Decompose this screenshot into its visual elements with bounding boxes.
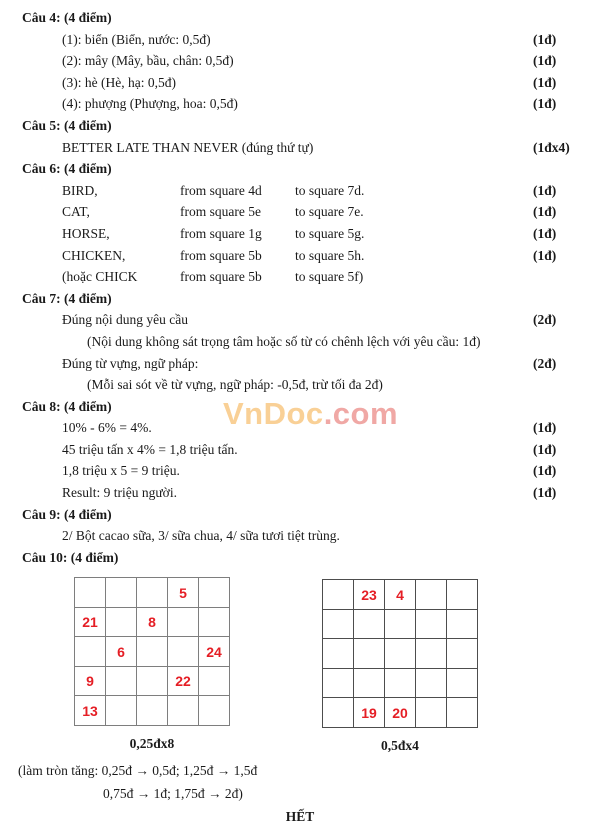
points-label: (1đ): [533, 74, 557, 90]
grid-right-score-label: 0,5đx4: [381, 737, 419, 753]
grid-cell: [385, 609, 416, 639]
grid-cell: [416, 668, 447, 698]
answer-text: 10% - 6% = 4%.: [62, 420, 152, 436]
section-heading-cau8: Câu 8: (4 điểm): [22, 398, 112, 414]
grid-cell: [354, 668, 385, 698]
grid-row: [323, 668, 478, 698]
answer-note: (Mỗi sai sót về từ vựng, ngữ pháp: -0,5đ, trừ tối đa 2đ): [87, 377, 383, 393]
animal-name: HORSE,: [62, 225, 110, 241]
points-label: (1đx4): [533, 139, 570, 155]
grid-cell: [137, 637, 168, 667]
answer-line: [0, 309, 600, 331]
grid-cell: [323, 639, 354, 669]
grid-cell: 21: [75, 607, 106, 637]
grid-cell: [199, 696, 230, 726]
grid-cell: [385, 639, 416, 669]
grid-cell: [447, 668, 478, 698]
answer-line: [0, 482, 600, 504]
answer-line: [0, 417, 600, 439]
grid-cell: 20: [385, 698, 416, 728]
grid-cell: [354, 609, 385, 639]
animal-name: (hoặc CHICK: [62, 269, 138, 285]
grid-row: [323, 639, 478, 669]
section-heading-cau7: Câu 7: (4 điểm): [22, 290, 112, 306]
points-label: (1đ): [533, 485, 557, 501]
to-square: to square 7d.: [295, 182, 365, 198]
answer-line: [0, 245, 600, 267]
answer-line: [0, 180, 600, 202]
points-label: (1đ): [533, 463, 557, 479]
points-label: (1đ): [533, 31, 557, 47]
grid-cell: 13: [75, 696, 106, 726]
answer-line: [0, 29, 600, 51]
section-heading-cau6: Câu 6: (4 điểm): [22, 161, 112, 177]
grid-cell: [168, 607, 199, 637]
grid-cell: [168, 637, 199, 667]
answer-text: (1): biển (Biển, nước: 0,5đ): [62, 31, 211, 47]
grid-row: [323, 698, 478, 728]
grid-cell: [447, 580, 478, 610]
points-label: (1đ): [533, 204, 557, 220]
answer-line: [0, 460, 600, 482]
answer-line: [0, 266, 600, 288]
grid-cell: [168, 696, 199, 726]
to-square: to square 5h.: [295, 247, 365, 263]
grid-cell: 8: [137, 607, 168, 637]
section-heading-cau4: Câu 4: (4 điểm): [22, 10, 112, 25]
animal-name: CAT,: [62, 204, 90, 220]
grid-cell: [75, 578, 106, 608]
answer-text: 1,8 triệu x 5 = 9 triệu.: [62, 463, 180, 479]
grid-cell: [137, 666, 168, 696]
grid-cell: [385, 668, 416, 698]
points-label: (1đ): [533, 182, 557, 198]
answer-line: [0, 223, 600, 245]
grid-right: [322, 579, 478, 728]
to-square: to square 5g.: [295, 225, 365, 241]
grid-cell: [137, 696, 168, 726]
points-label: (1đ): [533, 53, 557, 69]
section-heading-cau9: Câu 9: (4 điểm): [22, 506, 112, 522]
grid-row: [75, 637, 230, 667]
grid-cell: [354, 639, 385, 669]
document-footer: [0, 759, 600, 828]
grid-row: [75, 607, 230, 637]
from-square: from square 5e: [180, 204, 261, 220]
points-label: (1đ): [533, 247, 557, 263]
watermark-tld: .com: [323, 396, 399, 431]
grid-cell: [199, 666, 230, 696]
answer-note: (Nội dung không sát trọng tâm hoặc số từ có chênh lệch với yêu cầu: 1đ): [87, 333, 481, 349]
to-square: to square 5f): [295, 269, 364, 285]
answer-text: BETTER LATE THAN NEVER (đúng thứ tự): [62, 139, 314, 155]
answer-line: [0, 137, 600, 159]
answer-line: [0, 201, 600, 223]
points-label: (1đ): [533, 96, 557, 112]
end-marker: HẾT: [285, 809, 315, 825]
grid-cell: 5: [168, 578, 199, 608]
grid-cell: [447, 639, 478, 669]
to-square: to square 7e.: [295, 204, 364, 220]
grid-left-block: [72, 577, 232, 752]
grid-cell: [106, 607, 137, 637]
grid-cell: [323, 609, 354, 639]
grid-row: [75, 696, 230, 726]
answer-line: [0, 50, 600, 72]
answer-text: Đúng nội dung yêu cầu: [62, 312, 188, 328]
section-heading-cau5: Câu 5: (4 điểm): [22, 117, 112, 133]
answer-line: [0, 72, 600, 94]
grid-left-score-label: 0,25đx8: [129, 735, 175, 751]
grid-cell: 22: [168, 666, 199, 696]
grid-cell: 24: [199, 637, 230, 667]
grid-cell: [106, 696, 137, 726]
grid-cell: [323, 580, 354, 610]
from-square: from square 1g: [180, 225, 262, 241]
answer-line: [0, 439, 600, 461]
from-square: from square 5b: [180, 247, 262, 263]
answer-text: (2): mây (Mây, bầu, chân: 0,5đ): [62, 53, 234, 69]
section-heading-cau10: Câu 10: (4 điểm): [22, 549, 119, 565]
grid-cell: [416, 609, 447, 639]
grid-cell: 23: [354, 580, 385, 610]
points-label: (2đ): [533, 355, 557, 371]
points-label: (1đ): [533, 420, 557, 436]
grid-right-block: [321, 579, 479, 754]
grid-cell: [199, 607, 230, 637]
grid-cell: 19: [354, 698, 385, 728]
grid-cell: [416, 639, 447, 669]
grid-row: [75, 578, 230, 608]
grid-row: [323, 580, 478, 610]
answer-line: [0, 353, 600, 375]
grid-cell: [199, 578, 230, 608]
grid-left: [74, 577, 230, 726]
grid-cell: [323, 698, 354, 728]
grid-cell: [447, 609, 478, 639]
from-square: from square 5b: [180, 269, 262, 285]
answer-grids: [0, 568, 600, 755]
grid-cell: [416, 698, 447, 728]
grid-cell: [323, 668, 354, 698]
grid-cell: [75, 637, 106, 667]
grid-cell: 4: [385, 580, 416, 610]
grid-cell: [416, 580, 447, 610]
grid-cell: [137, 578, 168, 608]
animal-name: CHICKEN,: [62, 247, 126, 263]
answer-text: 45 triệu tấn x 4% = 1,8 triệu tấn.: [62, 441, 238, 457]
rounding-note-line2: 0,75đ → 1đ; 1,75đ → 2đ): [103, 786, 243, 802]
from-square: from square 4d: [180, 182, 262, 198]
animal-name: BIRD,: [62, 182, 98, 198]
answer-line: 2/ Bột cacao sữa, 3/ sữa chua, 4/ sữa tươi tiệt trùng.: [62, 528, 340, 544]
grid-row: [75, 666, 230, 696]
answer-text: Đúng từ vựng, ngữ pháp:: [62, 355, 199, 371]
grid-row: [323, 609, 478, 639]
answer-text: (3): hè (Hè, hạ: 0,5đ): [62, 74, 176, 90]
answer-text: Result: 9 triệu người.: [62, 485, 177, 501]
points-label: (1đ): [533, 441, 557, 457]
grid-cell: [106, 578, 137, 608]
grid-cell: [106, 666, 137, 696]
watermark-name: VnDoc: [223, 396, 324, 431]
rounding-note-line1: (làm tròn tăng: 0,25đ → 0,5đ; 1,25đ → 1,5đ: [18, 763, 258, 779]
grid-cell: 9: [75, 666, 106, 696]
grid-cell: [447, 698, 478, 728]
grid-cell: 6: [106, 637, 137, 667]
answer-text: (4): phượng (Phượng, hoa: 0,5đ): [62, 96, 238, 112]
points-label: (2đ): [533, 312, 557, 328]
points-label: (1đ): [533, 225, 557, 241]
answer-line: [0, 93, 600, 115]
